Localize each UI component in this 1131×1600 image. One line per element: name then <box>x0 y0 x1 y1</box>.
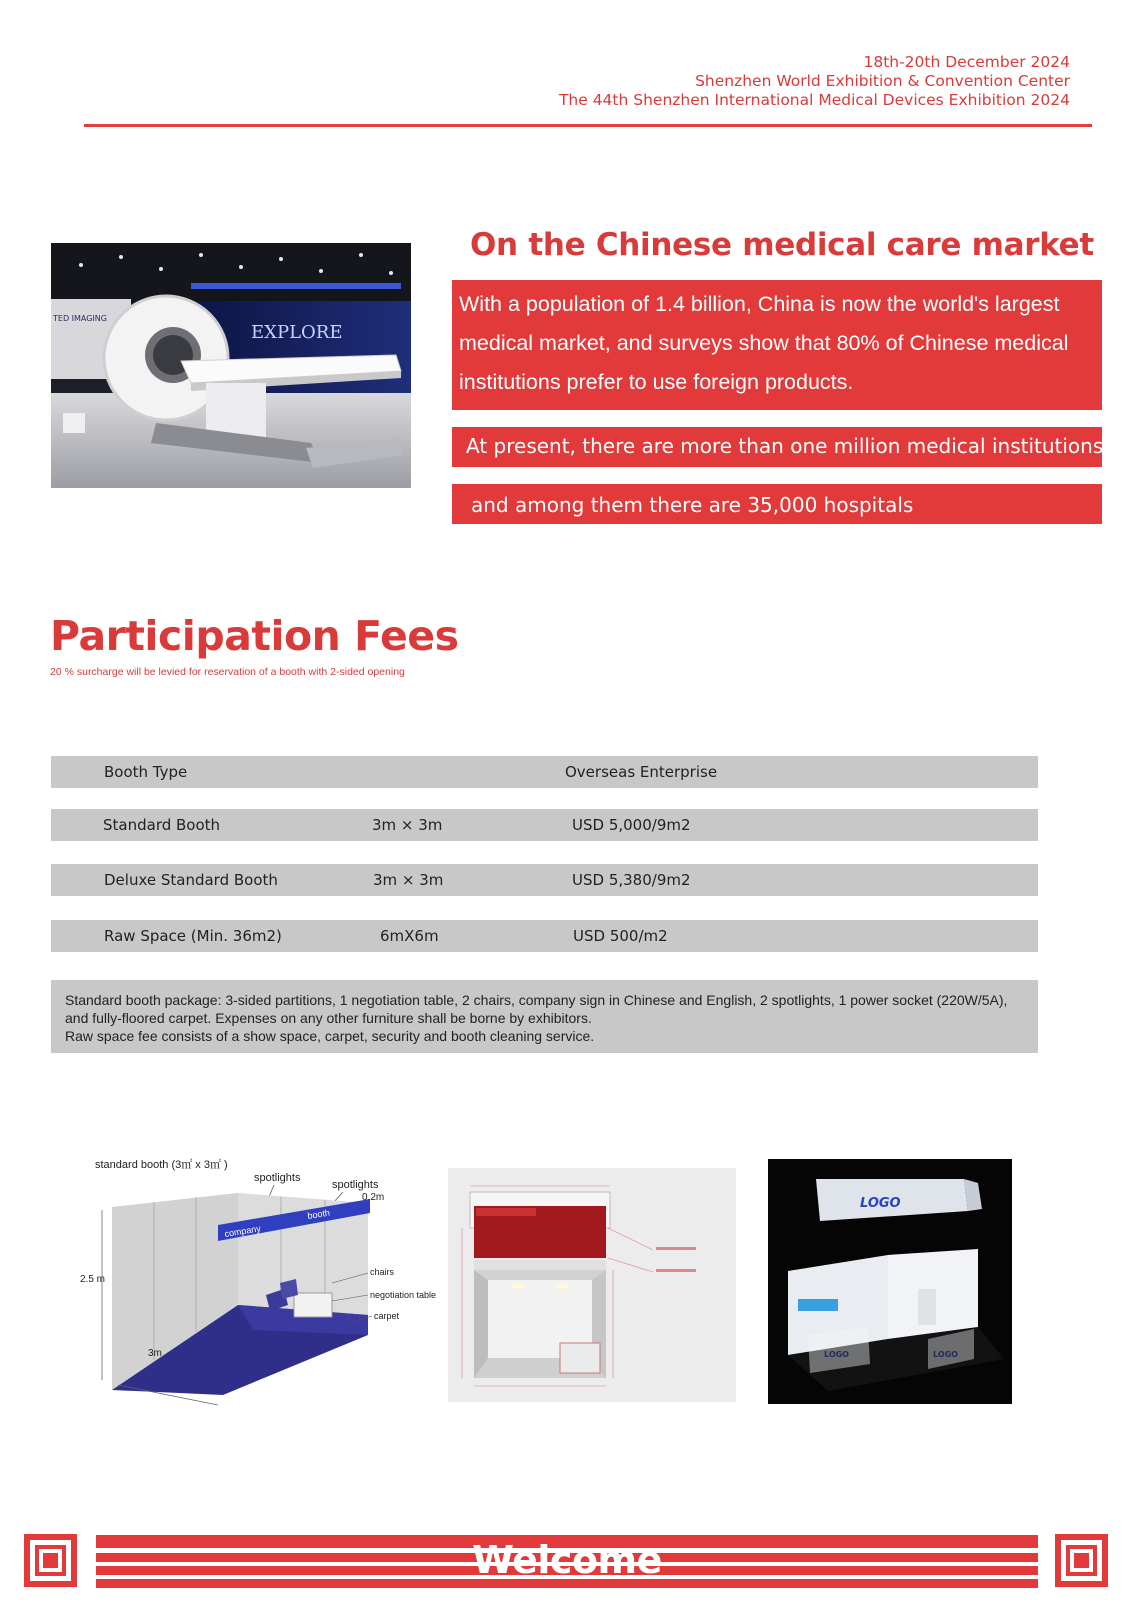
header-event: The 44th Shenzhen International Medical Devices Exhibition 2024 <box>558 91 1070 109</box>
market-intro-box <box>452 280 1102 410</box>
booth-size-cell: 6mX6m <box>380 927 439 945</box>
chairs-label: chairs <box>370 1267 395 1277</box>
table-row <box>51 809 1038 841</box>
header-overseas-enterprise: Overseas Enterprise <box>565 763 718 781</box>
fascia-booth: booth <box>306 1207 331 1221</box>
booth-size-cell: 3m × 3m <box>372 816 443 834</box>
photo-explore-text: EXPLORE <box>251 322 343 343</box>
photo-imaging-text: TED IMAGING <box>53 314 107 323</box>
header-dates: 18th-20th December 2024 <box>863 53 1070 71</box>
booth-type-cell: Raw Space (Min. 36m2) <box>104 927 282 945</box>
ct-scanner-photo <box>51 243 411 488</box>
footer-ornament-left <box>24 1534 77 1587</box>
spotlights-label-2: spotlights <box>332 1179 379 1191</box>
standard-booth-diagram <box>78 1155 448 1415</box>
height-label: 2.5 m <box>80 1274 106 1285</box>
spotlights-label-1: spotlights <box>254 1172 301 1184</box>
logo-top: LOGO <box>860 1196 901 1211</box>
table-row <box>51 920 1038 952</box>
institutions-text: At present, there are more than one million medical institutions <box>466 434 1104 458</box>
fees-title: Participation Fees <box>50 612 459 660</box>
fascia-company: company <box>223 1223 262 1239</box>
fees-surcharge-note: 20 % surcharge will be levied for reservation of a booth with 2-sided opening <box>50 666 405 678</box>
booth-price-cell: USD 5,000/9m2 <box>572 816 691 834</box>
negotiation-table-label: negotiation table <box>370 1290 437 1300</box>
table-row <box>51 864 1038 896</box>
package-info-box <box>51 980 1038 1053</box>
hospitals-box <box>452 484 1102 524</box>
raw-space-description: Raw space fee consists of a show space, carpet, security and booth cleaning service. <box>65 1028 595 1044</box>
market-intro-text: With a population of 1.4 billion, China is now the world's largest medical market, and surveys show that 80% of Chinese medical institutions prefer to use foreign products. <box>459 292 1069 394</box>
hospitals-text: and among them there are 35,000 hospitals <box>471 493 914 517</box>
welcome-text: Welcome <box>472 1538 662 1582</box>
institutions-box <box>452 427 1102 467</box>
booth-size-cell: 3m × 3m <box>373 871 444 889</box>
booth-price-cell: USD 500/m2 <box>573 927 668 945</box>
package-description: Standard booth package: 3-sided partitions, 1 negotiation table, 2 chairs, company sign in Chinese and English, 2 spotlights, 1 power socket (220W/5A), and fully-floored carpet. Expenses on any other furniture shall be borne by exhibitors. <box>65 992 1008 1026</box>
booth-price-cell: USD 5,380/9m2 <box>572 871 691 889</box>
booth-technical-drawing <box>448 1168 736 1402</box>
market-title: On the Chinese medical care market <box>470 227 1094 263</box>
booth-type-cell: Standard Booth <box>103 816 221 834</box>
width-label: 3m <box>148 1348 162 1359</box>
fascia-height-label: 0.2m <box>362 1192 385 1203</box>
booth-type-cell: Deluxe Standard Booth <box>104 871 278 889</box>
fees-header-row <box>51 756 1038 788</box>
header-booth-type: Booth Type <box>104 763 188 781</box>
header-venue: Shenzhen World Exhibition & Convention Center <box>695 72 1070 90</box>
booth-3d-render <box>768 1159 1012 1404</box>
diagram-title: standard booth (3㎡ x 3㎡ ) <box>95 1159 228 1171</box>
footer-ornament-right <box>1055 1534 1108 1587</box>
header-rule <box>84 124 1092 127</box>
carpet-label: carpet <box>374 1311 400 1321</box>
